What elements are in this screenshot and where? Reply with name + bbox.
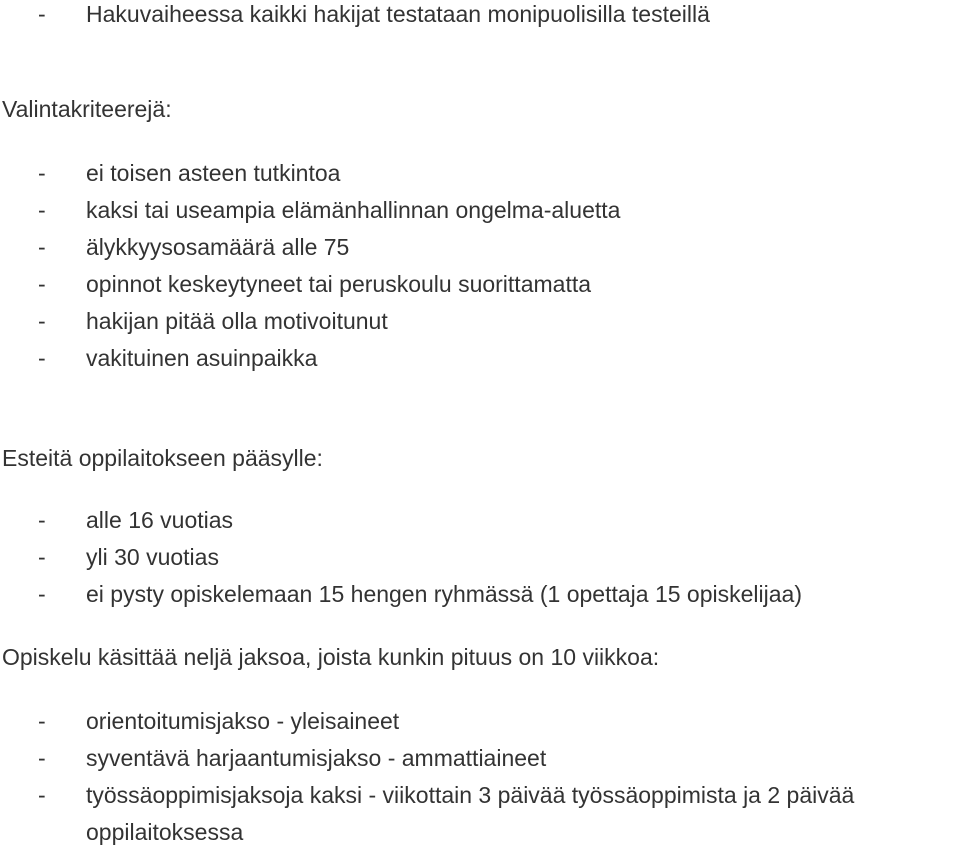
intro-list [0, 0, 960, 33]
dash-marker: - [38, 507, 46, 533]
list-item-text: älykkyysosamäärä alle 75 [86, 234, 350, 260]
list-item-text: orientoitumisjakso - yleisaineet [86, 708, 400, 734]
obstacles-section [0, 502, 960, 613]
dash-marker: - [38, 782, 46, 808]
dash-marker: - [38, 345, 46, 371]
list-item [0, 576, 960, 613]
obstacles-list [0, 502, 960, 613]
list-item [0, 740, 960, 777]
list-item [0, 303, 960, 340]
dash-marker: - [38, 745, 46, 771]
list-item [0, 266, 960, 303]
list-item [0, 155, 960, 192]
dash-marker: - [38, 581, 46, 607]
list-item [0, 0, 960, 33]
list-item-text: kaksi tai useampia elämänhallinnan ongelma-aluetta [86, 197, 621, 223]
list-item-text: alle 16 vuotias [86, 507, 234, 533]
dash-marker: - [38, 1, 46, 27]
criteria-list [0, 155, 960, 377]
obstacles-heading: Esteitä oppilaitokseen pääsylle: [2, 445, 323, 471]
list-item-text: opinnot keskeytyneet tai peruskoulu suorittamatta [86, 271, 592, 297]
list-item-text: vakituinen asuinpaikka [86, 345, 318, 371]
list-item [0, 777, 960, 851]
list-item-text: Hakuvaiheessa kaikki hakijat testataan monipuolisilla testeillä [86, 1, 710, 27]
dash-marker: - [38, 271, 46, 297]
list-item [0, 539, 960, 576]
criteria-heading: Valintakriteerejä: [2, 96, 172, 122]
list-item-text: ei pysty opiskelemaan 15 hengen ryhmässä (1 opettaja 15 opiskelijaa) [86, 581, 802, 607]
dash-marker: - [38, 197, 46, 223]
list-item [0, 703, 960, 740]
list-item [0, 229, 960, 266]
list-item-text: ei toisen asteen tutkintoa [86, 160, 341, 186]
study-heading: Opiskelu käsittää neljä jaksoa, joista kunkin pituus on 10 viikkoa: [2, 644, 660, 670]
list-item [0, 502, 960, 539]
dash-marker: - [38, 234, 46, 260]
list-item-text: työssäoppimisjaksoja kaksi - viikottain 3 päivää työssäoppimista ja 2 päivää oppilaitoksessa [86, 782, 855, 845]
dash-marker: - [38, 308, 46, 334]
dash-marker: - [38, 544, 46, 570]
list-item-text: syventävä harjaantumisjakso - ammattiaineet [86, 745, 547, 771]
criteria-section [0, 155, 960, 377]
list-item [0, 340, 960, 377]
dash-marker: - [38, 708, 46, 734]
list-item-text: hakijan pitää olla motivoitunut [86, 308, 388, 334]
list-item-text: yli 30 vuotias [86, 544, 219, 570]
study-section [0, 703, 960, 851]
dash-marker: - [38, 160, 46, 186]
study-list [0, 703, 960, 851]
intro-section [0, 0, 960, 33]
list-item [0, 192, 960, 229]
